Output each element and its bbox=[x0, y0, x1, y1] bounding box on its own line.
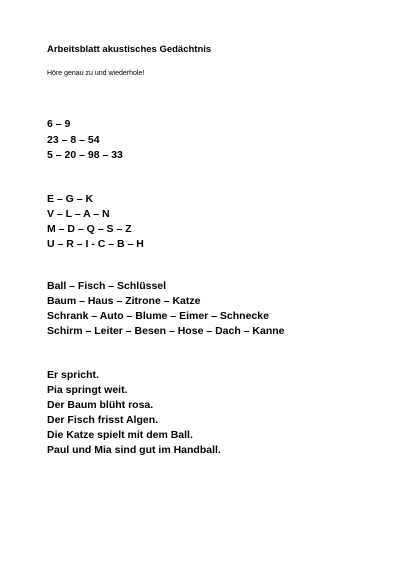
word-sequence-line: Baum – Haus – Zitrone – Katze bbox=[47, 295, 201, 307]
number-sequence-line: 6 – 9 bbox=[47, 118, 71, 130]
number-sequence-line: 23 – 8 – 54 bbox=[47, 133, 100, 146]
instruction-text: Höre genau zu und wiederhole! bbox=[47, 70, 145, 77]
word-sequences bbox=[47, 279, 285, 339]
word-sequence-line: Schirm – Leiter – Besen – Hose – Dach – Kanne bbox=[47, 325, 285, 337]
sentence-line: Der Baum blüht rosa. bbox=[47, 399, 154, 411]
number-sequences bbox=[47, 117, 123, 164]
page-title: Arbeitsblatt akustisches Gedächtnis bbox=[47, 44, 212, 55]
letter-sequence-line: E – G – K bbox=[47, 193, 94, 205]
sentence-line: Paul und Mia sind gut im Handball. bbox=[47, 444, 221, 456]
word-sequence-line: Ball – Fisch – Schlüssel bbox=[47, 280, 167, 292]
letter-sequences bbox=[47, 192, 144, 252]
sentence-line: Pia springt weit. bbox=[47, 384, 128, 396]
sentence-line: Der Fisch frisst Algen. bbox=[47, 414, 159, 426]
letter-sequence-line: V – L – A – N bbox=[47, 208, 110, 220]
sentence-line: Die Katze spielt mit dem Ball. bbox=[47, 429, 193, 441]
letter-sequence-line: U – R – I - C – B – H bbox=[47, 238, 144, 250]
sentence-list bbox=[47, 368, 221, 458]
number-sequence-line: 5 – 20 – 98 – 33 bbox=[47, 149, 123, 161]
sentence-line: Er spricht. bbox=[47, 369, 99, 381]
word-sequence-line: Schrank – Auto – Blume – Eimer – Schnecke bbox=[47, 310, 269, 322]
letter-sequence-line: M – D – Q – S – Z bbox=[47, 223, 132, 235]
